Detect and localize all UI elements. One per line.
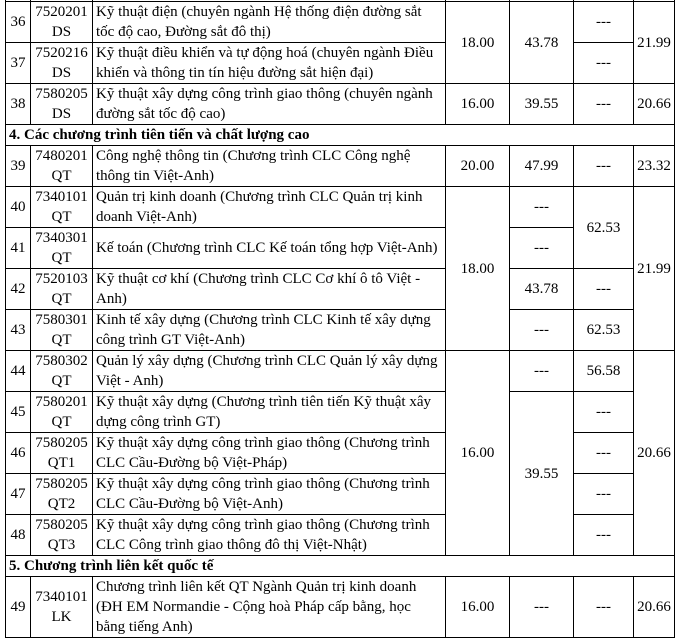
score-cell: 16.00: [446, 84, 510, 125]
score-cell: ---: [510, 187, 574, 228]
section-row: [6, 556, 675, 577]
score-cell: 43.78: [510, 269, 574, 310]
row-number: 36: [6, 2, 31, 43]
admission-score-table: [5, 0, 675, 638]
score-cell: 39.55: [510, 392, 574, 556]
program-name: Quản trị kinh doanh (Chương trình CLC Quản trị kinh doanh Việt-Anh): [93, 187, 446, 228]
score-cell: 18.00: [446, 187, 510, 351]
score-cell: ---: [574, 146, 634, 187]
score-cell: ---: [510, 577, 574, 638]
score-cell: ---: [574, 433, 634, 474]
program-name: Kỹ thuật xây dựng công trình giao thông (chuyên ngành đường sắt tốc độ cao): [93, 84, 446, 125]
program-code: 7520103 QT: [31, 269, 93, 310]
row-number: 47: [6, 474, 31, 515]
program-code: 7340301 QT: [31, 228, 93, 269]
table-row: [6, 146, 675, 187]
score-cell: 20.66: [634, 351, 675, 556]
program-name: Kỹ thuật điện (chuyên ngành Hệ thống điện đường sắt tốc độ cao, Đường sắt đô thị): [93, 2, 446, 43]
score-cell: 43.78: [510, 2, 574, 84]
program-code: 7520216 DS: [31, 43, 93, 84]
table-row: [6, 2, 675, 43]
score-cell: ---: [574, 269, 634, 310]
table-row: [6, 474, 675, 515]
score-cell: ---: [510, 310, 574, 351]
score-cell: 20.66: [634, 577, 675, 638]
program-code: 7340101 QT: [31, 187, 93, 228]
row-number: 42: [6, 269, 31, 310]
row-number: 44: [6, 351, 31, 392]
row-number: 48: [6, 515, 31, 556]
program-name: Kế toán (Chương trình CLC Kế toán tổng hợp Việt-Anh): [93, 228, 446, 269]
table-row: [6, 187, 675, 228]
score-cell: 39.55: [510, 84, 574, 125]
program-code: 7580302 QT: [31, 351, 93, 392]
program-code: 7340101 LK: [31, 577, 93, 638]
score-cell: 21.99: [634, 2, 675, 84]
section-title: 5. Chương trình liên kết quốc tế: [6, 556, 675, 577]
table-row: [6, 351, 675, 392]
score-cell: 18.00: [446, 2, 510, 84]
table-row: [6, 392, 675, 433]
section-title: 4. Các chương trình tiên tiến và chất lượng cao: [6, 125, 675, 146]
row-number: 38: [6, 84, 31, 125]
row-number: 45: [6, 392, 31, 433]
score-cell: 16.00: [446, 351, 510, 556]
row-number: 43: [6, 310, 31, 351]
score-cell: 16.00: [446, 577, 510, 638]
row-number: 39: [6, 146, 31, 187]
score-cell: ---: [574, 577, 634, 638]
score-cell: ---: [574, 392, 634, 433]
program-code: 7580201 QT: [31, 392, 93, 433]
score-cell: ---: [574, 43, 634, 84]
program-name: Kỹ thuật xây dựng công trình giao thông (Chương trình CLC Cầu-Đường bộ Việt-Anh): [93, 474, 446, 515]
program-code: 7580205 QT1: [31, 433, 93, 474]
row-number: 49: [6, 577, 31, 638]
section-row: [6, 125, 675, 146]
score-cell: ---: [574, 84, 634, 125]
program-name: Kỹ thuật điều khiển và tự động hoá (chuyên ngành Điều khiển và thông tin tín hiệu đường sắt hiện đại): [93, 43, 446, 84]
program-name: Kỹ thuật cơ khí (Chương trình CLC Cơ khí ô tô Việt - Anh): [93, 269, 446, 310]
score-cell: 62.53: [574, 187, 634, 269]
program-code: 7580205 QT3: [31, 515, 93, 556]
score-cell: 62.53: [574, 310, 634, 351]
program-name: Chương trình liên kết QT Ngành Quản trị kinh doanh (ĐH EM Normandie - Cộng hoà Pháp cấp bằng, học bằng tiếng Anh): [93, 577, 446, 638]
program-code: 7520201 DS: [31, 2, 93, 43]
table-row: [6, 577, 675, 638]
program-name: Kỹ thuật xây dựng công trình giao thông (Chương trình CLC Công trình giao thông đô thị Việt-Nhật): [93, 515, 446, 556]
row-number: 46: [6, 433, 31, 474]
table-row: [6, 310, 675, 351]
program-code: 7480201 QT: [31, 146, 93, 187]
row-number: 37: [6, 43, 31, 84]
score-cell: 47.99: [510, 146, 574, 187]
score-cell: 20.66: [634, 84, 675, 125]
program-name: Kỹ thuật xây dựng công trình giao thông (Chương trình CLC Cầu-Đường bộ Việt-Pháp): [93, 433, 446, 474]
score-cell: ---: [574, 474, 634, 515]
table-row: [6, 515, 675, 556]
program-code: 7580301 QT: [31, 310, 93, 351]
program-code: 7580205 QT2: [31, 474, 93, 515]
program-name: Quản lý xây dựng (Chương trình CLC Quản lý xây dựng Việt - Anh): [93, 351, 446, 392]
score-cell: ---: [574, 515, 634, 556]
row-number: 40: [6, 187, 31, 228]
score-cell: ---: [510, 351, 574, 392]
score-cell: ---: [574, 2, 634, 43]
score-cell: 56.58: [574, 351, 634, 392]
score-cell: 20.00: [446, 146, 510, 187]
program-code: 7580205 DS: [31, 84, 93, 125]
row-number: 41: [6, 228, 31, 269]
score-cell: ---: [510, 228, 574, 269]
table-row: [6, 43, 675, 84]
table-row: [6, 269, 675, 310]
program-name: Kinh tế xây dựng (Chương trình CLC Kinh tế xây dựng công trình GT Việt-Anh): [93, 310, 446, 351]
score-cell: 21.99: [634, 187, 675, 351]
score-cell: 23.32: [634, 146, 675, 187]
table-row: [6, 84, 675, 125]
table-row: [6, 433, 675, 474]
program-name: Công nghệ thông tin (Chương trình CLC Công nghệ thông tin Việt-Anh): [93, 146, 446, 187]
program-name: Kỹ thuật xây dựng (Chương trình tiên tiến Kỹ thuật xây dựng công trình GT): [93, 392, 446, 433]
